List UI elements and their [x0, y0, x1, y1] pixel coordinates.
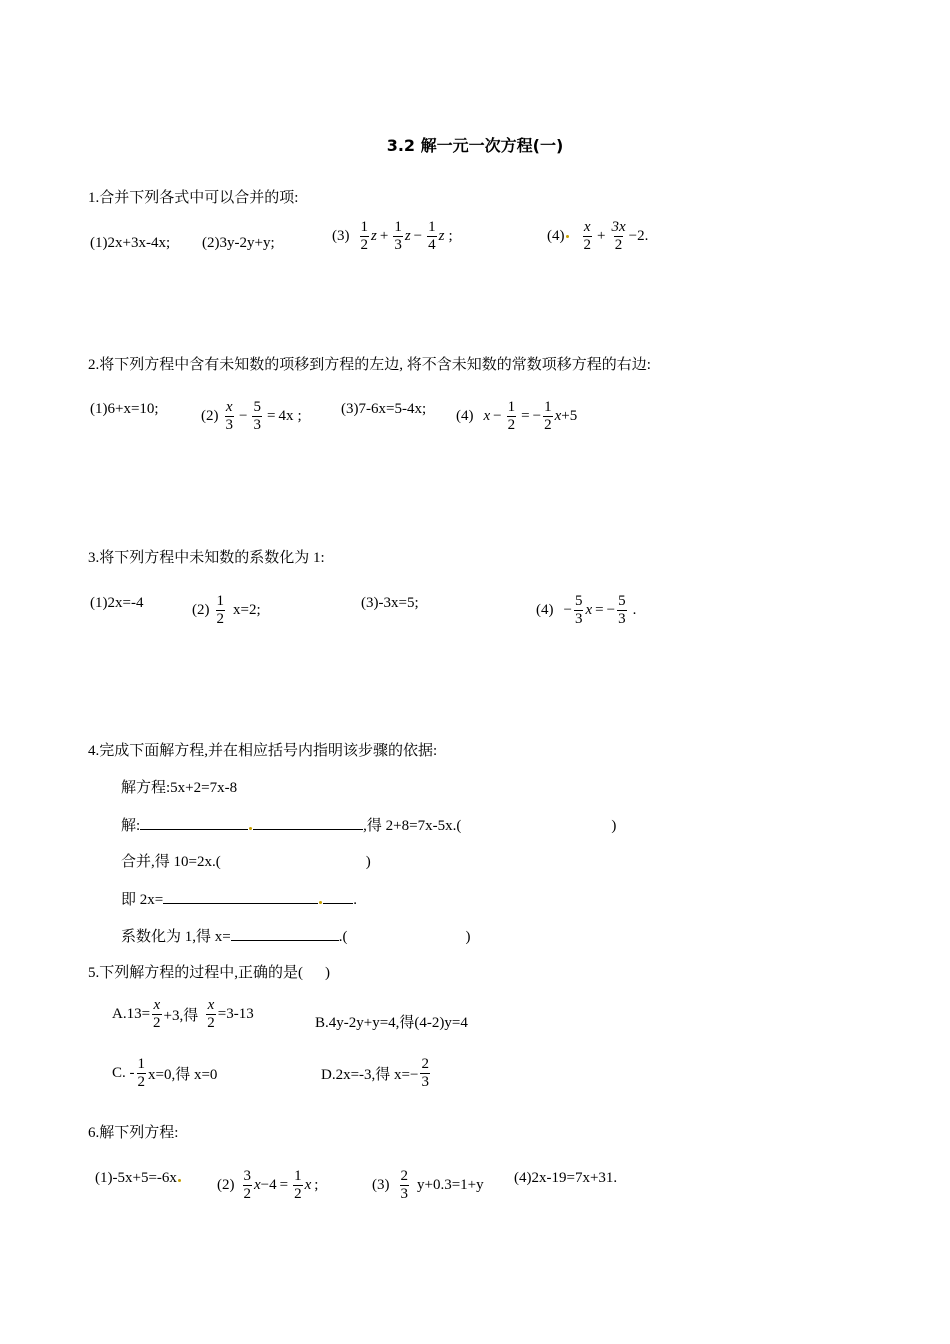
fraction	[206, 997, 216, 1032]
variable: z	[404, 228, 411, 244]
denominator: 2	[507, 417, 516, 433]
numerator: 3	[243, 1168, 251, 1184]
bracket-close: )	[325, 965, 330, 981]
numerator: 5	[253, 399, 261, 415]
numerator: x	[207, 997, 215, 1013]
numerator: x	[225, 399, 233, 415]
numerator: 2	[400, 1168, 408, 1184]
denominator: 2	[216, 611, 224, 627]
answer-blank[interactable]	[231, 927, 339, 941]
q3-prompt: 3.将下列方程中未知数的系数化为 1:	[88, 550, 325, 566]
numerator: 2	[421, 1056, 429, 1072]
answer-blank[interactable]	[140, 816, 248, 830]
fraction	[243, 1168, 253, 1203]
q6-part2	[217, 1168, 318, 1203]
fraction	[293, 1168, 303, 1203]
q2-part2	[201, 399, 302, 434]
denominator: 2	[207, 1015, 215, 1031]
q6-part3-label: (3)	[372, 1177, 390, 1193]
mark-dot	[249, 827, 252, 830]
denominator: 2	[583, 237, 591, 253]
q2-part1: (1)6+x=10;	[90, 401, 159, 417]
q3-part4	[536, 593, 636, 628]
numerator: 1	[294, 1168, 302, 1184]
variable: x	[585, 602, 593, 618]
q5-prompt	[88, 961, 330, 982]
q4-step1	[121, 814, 616, 835]
option-text: C. -	[112, 1065, 135, 1081]
denominator: 2	[360, 237, 368, 253]
q1-part1: (1)2x+3x-4x;	[90, 235, 171, 251]
q1-prompt: 1.合并下列各式中可以合并的项:	[88, 190, 299, 206]
denominator: 2	[137, 1074, 145, 1090]
numerator: x	[153, 997, 161, 1013]
q2-part4	[456, 399, 577, 434]
numerator: 1	[428, 219, 436, 235]
numerator: 5	[574, 593, 583, 609]
term: −2	[628, 228, 645, 244]
denominator: 2	[243, 1186, 251, 1202]
denominator: 3	[253, 417, 261, 433]
answer-blank[interactable]	[163, 890, 318, 904]
q1-part3-label: (3)	[332, 228, 350, 244]
bracket-close: )	[611, 818, 617, 834]
punctuation: .	[644, 228, 649, 244]
q6-part3	[372, 1168, 484, 1203]
punctuation: .	[632, 602, 637, 618]
fraction	[420, 1056, 430, 1091]
q3-part2	[192, 593, 261, 628]
step-text: 系数化为 1,得 x=	[121, 929, 231, 945]
numerator: 1	[137, 1056, 145, 1072]
numerator: x	[583, 219, 591, 235]
step-text: 即 2x=	[121, 892, 164, 908]
variable: z	[371, 228, 377, 244]
punctuation: ;	[314, 1177, 319, 1193]
operator: =	[266, 408, 276, 424]
denominator: 2	[294, 1186, 302, 1202]
fraction	[574, 593, 584, 628]
q5-option-b: B.4y-2y+y=4,得(4-2)y=4	[315, 1015, 468, 1031]
q4-step2	[121, 850, 371, 871]
numerator: 1	[544, 399, 552, 415]
option-text: +3,得	[163, 1008, 199, 1024]
mark-dot	[319, 901, 322, 904]
operator: =	[521, 408, 530, 424]
denominator: 3	[618, 611, 626, 627]
punctuation: .	[353, 892, 357, 908]
fraction	[617, 593, 627, 628]
fraction	[400, 1168, 410, 1203]
step-text: 合并,得 10=2x.(	[121, 854, 221, 870]
denominator: 2	[614, 237, 623, 253]
operator: +	[379, 228, 389, 244]
step-label: 解:	[121, 818, 141, 834]
q1-part4-label: (4)	[547, 228, 565, 244]
variable: x	[483, 408, 491, 424]
punctuation: ;	[297, 408, 302, 424]
denominator: 3	[225, 417, 233, 433]
numerator: 1	[507, 399, 516, 415]
fraction	[583, 219, 593, 254]
q2-part3: (3)7-6x=5-4x;	[341, 401, 427, 417]
option-text: x=0,得 x=0	[148, 1067, 218, 1083]
q6-part1	[95, 1170, 182, 1187]
fraction	[393, 219, 403, 254]
operator: −	[493, 408, 502, 424]
fraction	[216, 593, 226, 628]
term: 4x	[278, 408, 294, 424]
q3-part1: (1)2x=-4	[90, 595, 144, 611]
operator: −	[413, 228, 423, 244]
fraction	[507, 399, 517, 434]
term: x=2;	[233, 602, 261, 618]
operator: −	[239, 408, 248, 424]
fraction	[225, 399, 235, 434]
answer-blank[interactable]	[323, 890, 353, 904]
mark-dot	[566, 235, 569, 238]
answer-blank[interactable]	[253, 816, 363, 830]
equation-text: y+0.3=1+y	[417, 1177, 484, 1193]
numerator: 3x	[611, 219, 626, 235]
term: −4	[260, 1177, 277, 1193]
q5-option-a	[112, 997, 254, 1032]
operator: =	[279, 1177, 289, 1193]
q4-step3	[121, 888, 357, 909]
q5-option-d	[321, 1056, 432, 1091]
variable: x	[304, 1177, 312, 1193]
equation-text: (1)-5x+5=-6x	[95, 1170, 177, 1186]
q2-part4-label: (4)	[456, 408, 474, 424]
option-text: D.2x=-3,得 x=−	[321, 1067, 419, 1083]
denominator: 3	[574, 611, 583, 627]
q5-option-c	[112, 1056, 217, 1091]
numerator: 5	[618, 593, 626, 609]
fraction	[252, 399, 262, 434]
q1-part2: (2)3y-2y+y;	[202, 235, 275, 251]
denominator: 3	[400, 1186, 408, 1202]
q5-prompt-text: 5.下列解方程的过程中,正确的是(	[88, 965, 303, 981]
q4-prompt: 4.完成下面解方程,并在相应括号内指明该步骤的依据:	[88, 743, 438, 759]
operator: −	[606, 602, 616, 618]
term: +5	[561, 408, 578, 424]
denominator: 4	[428, 237, 436, 253]
q4-equation: 解方程:5x+2=7x-8	[121, 780, 238, 796]
fraction	[360, 219, 370, 254]
denominator: 3	[394, 237, 402, 253]
option-text: A.13=	[112, 1006, 151, 1022]
bracket-close: )	[365, 854, 371, 870]
bracket-close: )	[465, 929, 471, 945]
q6-part4: (4)2x-19=7x+31.	[514, 1170, 618, 1186]
q4-step4	[121, 925, 470, 946]
q6-prompt: 6.解下列方程:	[88, 1125, 179, 1141]
q2-part2-label: (2)	[201, 408, 219, 424]
q1-part3	[332, 219, 453, 254]
numerator: 1	[360, 219, 368, 235]
option-text: =3-13	[217, 1006, 254, 1022]
q3-part4-label: (4)	[536, 602, 554, 618]
denominator: 2	[153, 1015, 161, 1031]
variable: x	[254, 1177, 261, 1193]
operator: +	[597, 228, 606, 244]
fraction	[610, 219, 626, 254]
denominator: 3	[421, 1074, 429, 1090]
operator: −	[563, 602, 572, 618]
numerator: 1	[216, 593, 224, 609]
operator: −	[532, 408, 542, 424]
q3-part2-label: (2)	[192, 602, 210, 618]
fraction	[137, 1056, 147, 1091]
step-text: ,得 2+8=7x-5x.(	[363, 818, 462, 834]
punctuation: ;	[448, 228, 453, 244]
fraction	[427, 219, 437, 254]
mark-dot	[178, 1179, 181, 1182]
fraction	[152, 997, 162, 1032]
page-title: 3.2 解一元一次方程(一)	[386, 136, 564, 155]
q6-part2-label: (2)	[217, 1177, 235, 1193]
step-text: .(	[338, 929, 348, 945]
fraction	[543, 399, 553, 434]
q1-part4	[547, 219, 648, 254]
q3-part3: (3)-3x=5;	[361, 595, 419, 611]
operator: =	[595, 602, 604, 618]
denominator: 2	[544, 417, 552, 433]
q2-prompt: 2.将下列方程中含有未知数的项移到方程的左边, 将不含未知数的常数项移方程的右边:	[88, 357, 651, 373]
variable: z	[438, 228, 445, 244]
numerator: 1	[394, 219, 402, 235]
variable: x	[554, 408, 562, 424]
